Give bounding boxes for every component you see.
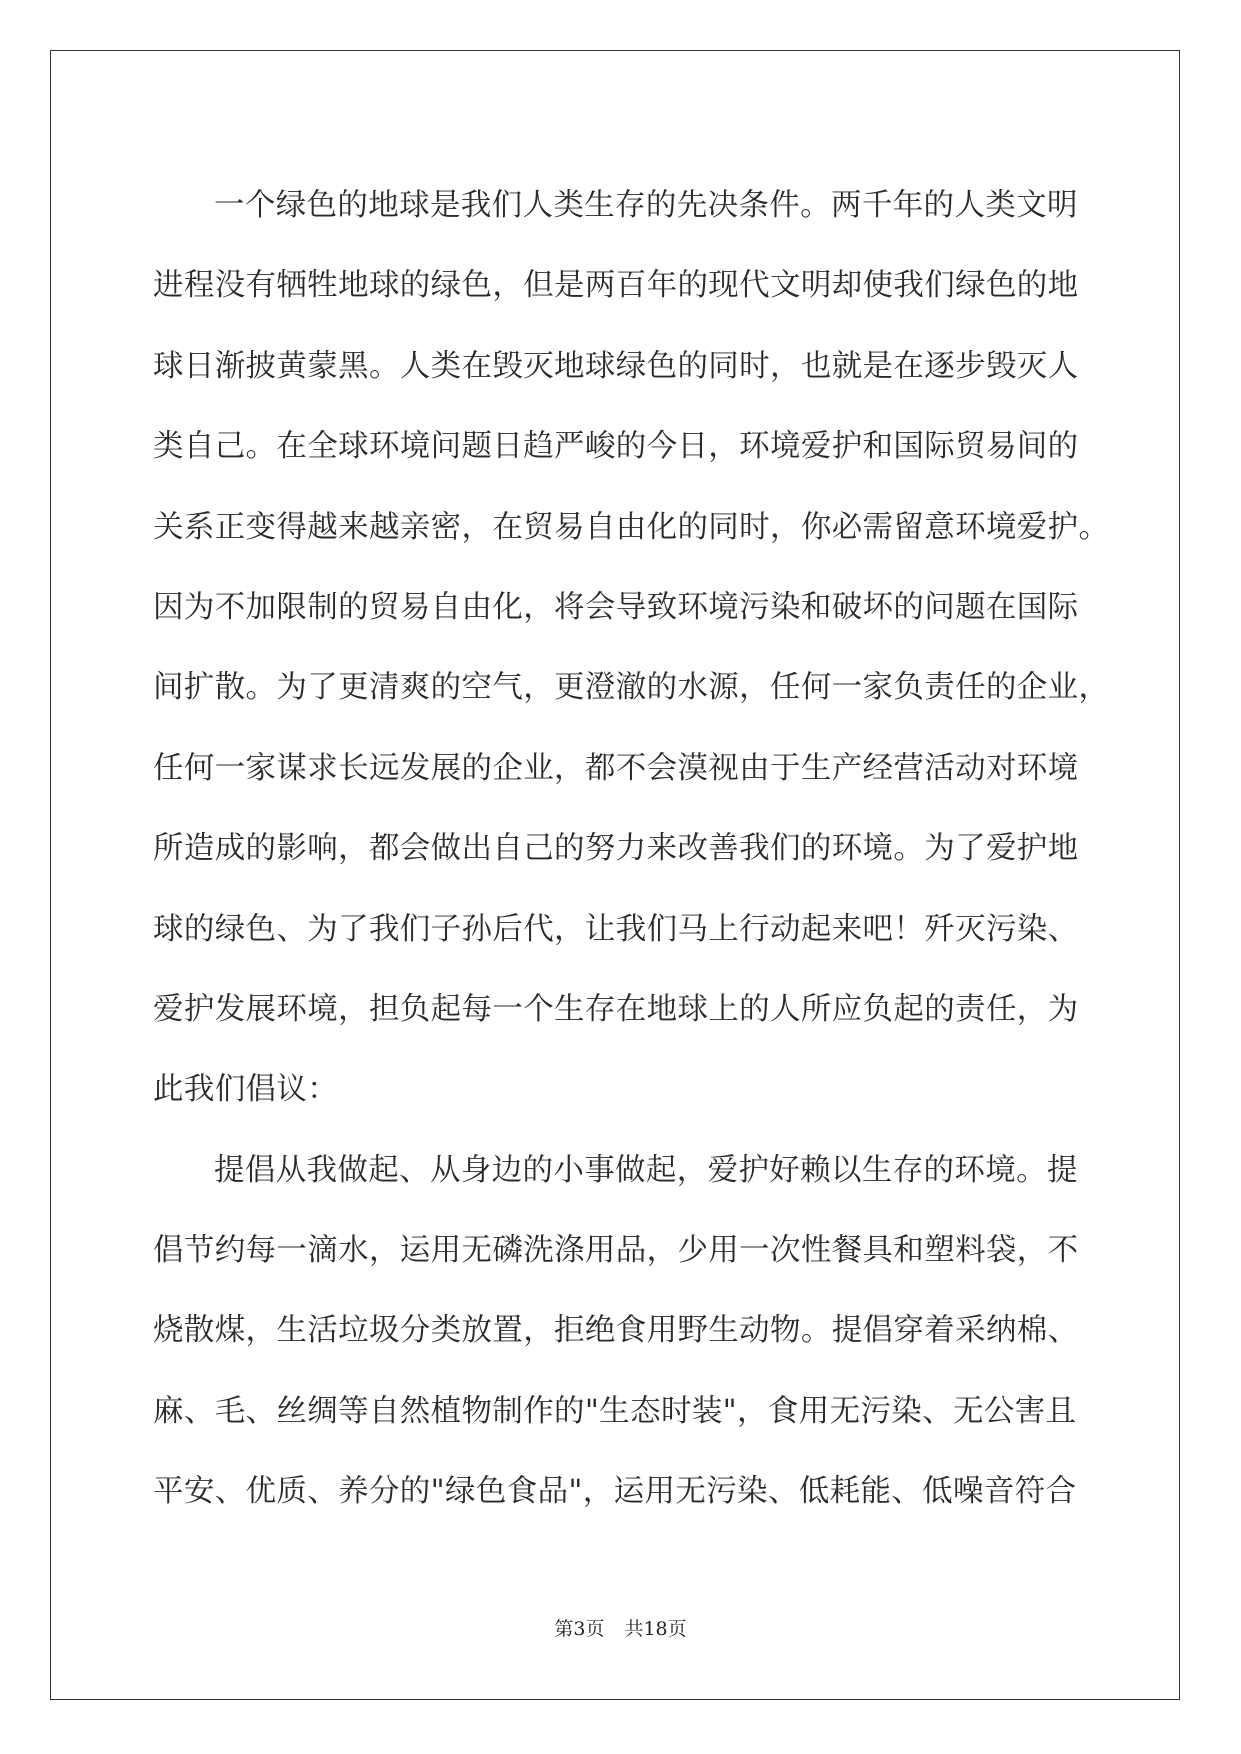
text-line: 球的绿色、为了我们子孙后代，让我们马上行动起来吧！歼灭污染、 <box>153 911 1079 947</box>
text-line: 烧散煤，生活垃圾分类放置，拒绝食用野生动物。提倡穿着采纳棉、 <box>153 1313 1079 1349</box>
text-line: 关系正变得越来越亲密，在贸易自由化的同时，你必需留意环境爱护。 <box>153 509 1110 545</box>
text-line: 此我们倡议： <box>153 1072 339 1108</box>
text-line: 麻、毛、丝绸等自然植物制作的"生态时装"，食用无污染、无公害且 <box>153 1393 1077 1429</box>
text-line: 球日渐披黄蒙黑。人类在毁灭地球绿色的同时，也就是在逐步毁灭人 <box>153 348 1079 384</box>
text-line: 所造成的影响，都会做出自己的努力来改善我们的环境。为了爱护地 <box>153 831 1079 867</box>
text-line: 平安、优质、养分的"绿色食品"，运用无污染、低耗能、低噪音符合 <box>153 1474 1077 1510</box>
page-number: 第3页 <box>554 1618 605 1640</box>
text-line: 爱护发展环境，担负起每一个生存在地球上的人所应负起的责任，为 <box>153 991 1079 1027</box>
text-line: 任何一家谋求长远发展的企业，都不会漠视由于生产经营活动对环境 <box>153 750 1079 786</box>
page-total: 共18页 <box>624 1618 687 1640</box>
text-line: 倡节约每一滴水，运用无磷洗涤用品，少用一次性餐具和塑料袋，不 <box>153 1233 1079 1269</box>
document-body <box>153 166 1113 1533</box>
text-line: 进程没有牺牲地球的绿色，但是两百年的现代文明却使我们绿色的地 <box>153 268 1079 304</box>
text-line: 类自己。在全球环境问题日趋严峻的今日，环境爱护和国际贸易间的 <box>153 429 1079 465</box>
text-line: 一个绿色的地球是我们人类生存的先决条件。两千年的人类文明 <box>214 188 1078 223</box>
text-line: 提倡从我做起、从身边的小事做起，爱护好赖以生存的环境。提 <box>214 1152 1078 1188</box>
text-line: 因为不加限制的贸易自由化，将会导致环境污染和破坏的问题在国际 <box>153 589 1079 625</box>
page-footer <box>0 1614 1241 1641</box>
text-line: 间扩散。为了更清爽的空气，更澄澈的水源，任何一家负责任的企业， <box>153 670 1110 706</box>
